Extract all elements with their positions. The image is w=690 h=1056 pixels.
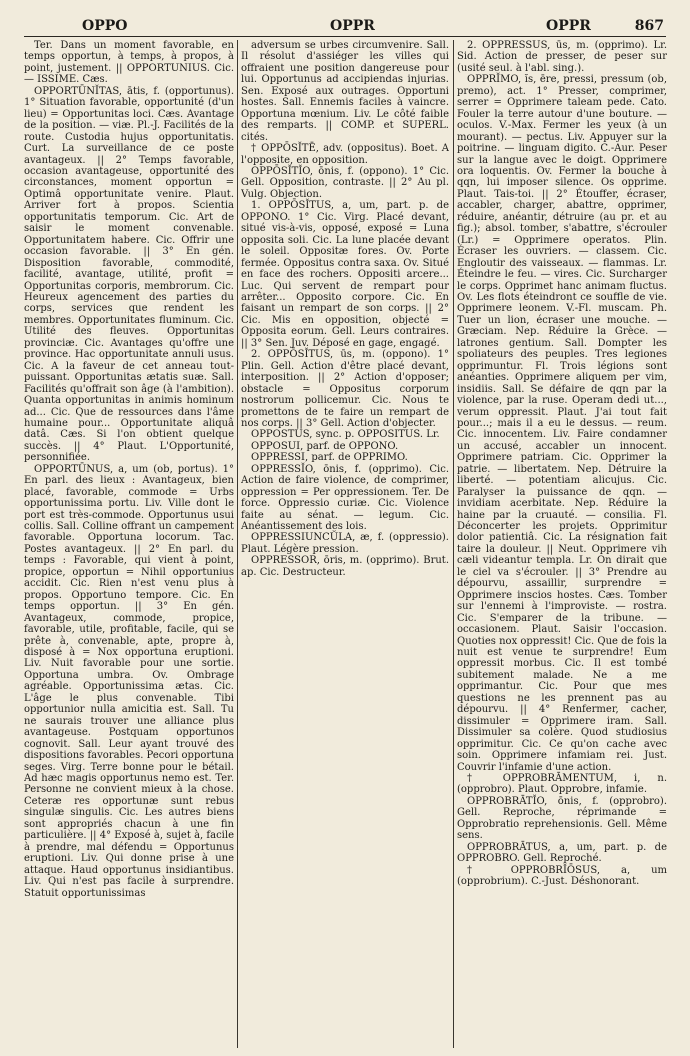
header-right-word: OPPR: [546, 18, 591, 34]
entry: † OPPŌSĬTĒ, adv. (oppositus). Boet. A l'opposite, en opposition.: [241, 143, 449, 166]
column-separator: [453, 40, 454, 1048]
entry: † OPPROBRĀMENTUM, i, n. (opprobro). Plaut. Opprobre, infamie.: [457, 773, 667, 796]
entry: OPPRESSIUNCŬLA, æ, f. (oppressio). Plaut. Légère pression.: [241, 532, 449, 555]
entry: OPPRESSĬO, ōnis, f. (opprimo). Cic. Action de faire violence, de comprimer, oppression = Per oppressionem. Ter. De force. Oppressio curiæ. Cic. Violence faite au sénat. — legum. Cic. Anéantissement des lois.: [241, 463, 449, 533]
entry: OPPRESSI, parf. de OPPRIMO.: [251, 452, 408, 464]
column-1: [24, 40, 234, 1050]
column-3: [457, 40, 667, 1050]
entry: OPPROBRĀTUS, a, um, part. p. de OPPROBRO. Gell. Reproché.: [457, 841, 667, 865]
column-2: [241, 40, 449, 1050]
entry: OPPRĬMO, ĭs, ēre, pressi, pressum (ob, premo), act. 1° Presser, comprimer, serrer = Opprimere taleam pede. Cato. Fouler la terre autour d'une bouture. — oculos. V.-Max. Fermer les yeux (à un mourant). — pectus. Liv. Appuyer sur la poitrine. — linguam digito. C.-Aur. Peser sur la langue avec le doigt. Opprimere ora loquentis. Ov. Fermer la bouche à qqn, lui imposer silence. Os opprime. Plaut. Tais-toi. || 2° Étouffer, écraser, accabler, charger, abattre, opprimer, réduire, anéantir, détruire (au pr. et au fig.); absol. tomber, s'abattre, s'écrouler (Lr.) = Opprimere operatos. Plin. Écraser les ouvriers. — classem. Cic. Engloutir des vaisseaux. — flammas. Lr. Éteindre le feu. — vires. Cic. Surcharger le corps. Opprimet hanc animam fluctus. Ov. Les flots éteindront ce souffle de vie. Opprimere leonem. V.-Fl. muscam. Ph. Tuer un lion, écraser une mouche. — Græciam. Nep. Réduire la Grèce. — latrones gentium. Sall. Dompter les spoliateurs des peuples. Tres legiones opprimuntur. Fl. Trois légions sont anéanties. Opprimere aliquem per vim, insidiis. Sall. Se défaire de qqn par la violence, par la ruse. Operam dedi ut..., verum oppressit. Plaut. J'ai tout fait pour...; mais il a eu le dessus. — reum. Cic. innocentem. Liv. Faire condamner un accusé, accabler un innocent. Opprimere patriam. Cic. Opprimer la patrie. — libertatem. Nep. Détruire la liberté. — potentiam alicujus. Cic. Paralyser la puissance de qqn. — invidiam acerbitate. Nep. Réduire la haine par la cruauté. — consilia. Fl. Déconcerter les projets. Opprimitur dolor patientiâ. Cic. La résignation fait taire la douleur. || Neut. Opprimere vih cæli videantur templa. Lr. On dirait que le ciel va s'écrouler. || 3° Prendre au dépourvu, assaillir, surprendre = Opprimere inscios hostes. Cæs. Tomber sur l'ennemi à l'improviste. — rostra. Cic. S'emparer de la tribune. — occasionem. Plaut. Saisir l'occasion. Quoties nox oppressit! Cic. Que de fois la nuit est venue te surprendre! Eum oppressit morbus. Cic. Il est tombé subitement malade. Ne a me opprimantur. Cic. Pour que mes questions ne les prennent pas au dépourvu. || 4° Renfermer, cacher, dissimuler = Opprimere iram. Sall. Dissimuler sa colère. Quod studiosius opprimitur. Cic. Ce qu'on cache avec soin. Opprimere infamiam rei. Just. Couvrir l'infamie d'une action.: [457, 74, 667, 773]
page-number: 867: [634, 18, 664, 34]
column-separator: [237, 40, 238, 1048]
header-rule: [24, 36, 666, 37]
entry: OPPORTŪNĬTAS, ātis, f. (opportunus). 1° Situation favorable, opportunité (d'un lieu) = Opportunitas loci. Cæs. Avantage de la position. — viæ. Pl.-J. Facilités de la route. Custodia hujus opportunitatis. Curt. La surveillance de ce poste avantageux. || 2° Temps favorable, occasion avantageuse, opportunité des circonstances, moment opportun = Optimâ opportunitate venire. Plaut. Arriver fort à propos. Scientia opportunitatis temporum. Cic. Art de saisir le moment convenable. Opportunitatem habere. Cic. Offrir une occasion favorable. || 3° En gén. Disposition favorable, commodité, facilité, avantage, utilité, profit = Opportunitas corporis, membrorum. Cic. Heureux agencement des parties du corps, services que rendent les membres. Opportunitates fluminum. Cic. Utilité des fleuves. Opportunitas provinciæ. Cic. Avantages qu'offre une province. Hac opportunitate annuli usus. Cic. A la faveur de cet anneau tout-puissant. Opportunitas ætatis suæ. Sall. Facilités qu'offrait son âge (à l'ambition). Quanta opportunitas in animis hominum ad... Cic. Que de ressources dans l'âme humaine pour... Opportunitate aliquâ datâ. Cæs. Si l'on obtient quelque succès. || 4° Plaut. L'Opportunité, personnifiée.: [24, 85, 234, 464]
running-head: [24, 18, 664, 38]
entry: OPPOSUI, parf. de OPPONO.: [251, 440, 399, 452]
entry: OPPOSTUS, sync. p. OPPOSITUS. Lr.: [251, 429, 440, 441]
header-middle-word: OPPR: [330, 18, 375, 34]
entry: OPPŌSĬTĬO, ōnis, f. (oppono). 1° Cic. Gell. Opposition, contraste. || 2° Au pl. Vulg. Objection.: [241, 165, 449, 200]
entry: † OPPROBRĬŌSUS, a, um (opprobrium). C.-Just. Déshonorant.: [457, 864, 667, 888]
entry: OPPORTŪNUS, a, um (ob, portus). 1° En parl. des lieux : Avantageux, bien placé, favorable, commode = Urbs opportunissima portu. Liv. Ville dont le port est très-commode. Opportunus usui collis. Sall. Colline offrant un campement favorable. Opportuna locorum. Tac. Postes avantageux. || 2° En parl. du temps : Favorable, qui vient à point, propice, opportun = Nihil opportunius accidit. Cic. Rien n'est venu plus à propos. Opportuno tempore. Cic. En temps opportun. || 3° En gén. Avantageux, commode, propice, favorable, utile, profitable, facile, qui se prête à, convenable, apte, propre à, disposé à = Nox opportuna eruptioni. Liv. Nuit favorable pour une sortie. Opportuna umbra. Ov. Ombrage agréable. Opportunissima ætas. Cic. L'âge le plus convenable. Tibi opportunior nulla amicitia est. Sall. Tu ne saurais trouver une alliance plus avantageuse. Postquam opportunos cognovit. Sall. Leur ayant trouvé des dispositions favorables. Pecori opportuna seges. Virg. Terre bonne pour le bétail. Ad hæc magis opportunus nemo est. Ter. Personne ne convient mieux à la chose. Ceteræ res opportunæ sunt rebus singulæ singulis. Cic. Les autres biens sont appropriés chacun à une fin particulière. || 4° Exposé à, sujet à, facile à prendre, mal défendu = Opportunus eruptioni. Liv. Qui donne prise à une attaque. Haud opportunus insidiantibus. Liv. Qui n'est pas facile à surprendre. Statuit opportunissimas: [24, 463, 234, 899]
entry: OPPRESSOR, ōris, m. (opprimo). Brut. ap. Cic. Destructeur.: [241, 555, 449, 578]
entry: 2. OPPŌSĬTUS, ūs, m. (oppono). 1° Plin. Gell. Action d'être placé devant, interposition. || 2° Action d'opposer; obstacle = Oppositus corporum nostrorum pollicemur. Cic. Nous te promettons de te faire un rempart de nos corps. || 3° Gell. Action d'objecter.: [241, 349, 449, 429]
entry: 2. OPPRESSUS, ūs, m. (opprimo). Lr. Sid. Action de presser, de peser sur (usité seul. à l'abl. sing.).: [457, 40, 667, 74]
entry: OPPROBRĀTĬO, ōnis, f. (opprobro). Gell. Reproche, réprimande = Opprobratio reprehensionis. Gell. Même sens.: [457, 795, 667, 842]
entry: adversum se urbes circumvenire. Sall. Il résolut d'assiéger les villes qui offraient une position dangereuse pour lui. Opportunus ad accipiendas injurias. Sen. Exposé aux outrages. Opportuni hostes. Sall. Ennemis faciles à vaincre. Opportuna mœnium. Liv. Le côté faible des remparts. || COMP. et SUPERL. cités.: [241, 40, 449, 143]
entry: 1. OPPŌSĬTUS, a, um, part. p. de OPPONO. 1° Cic. Virg. Placé devant, situé vis-à-vis, opposé, exposé = Luna opposita soli. Cic. La lune placée devant le soleil. Oppositæ fores. Ov. Porte fermée. Oppositus contra saxa. Ov. Situé en face des rochers. Oppositi arcere... Luc. Qui servent de rempart pour arrêter... Opposito corpore. Cic. En faisant un rempart de son corps. || 2° Cic. Mis en opposition, objecté = Opposita eorum. Gell. Leurs contraires. || 3° Sen. Juv. Déposé en gage, engagé.: [241, 200, 449, 349]
entry: Ter. Dans un moment favorable, en temps opportun, à temps, à propos, à point, justement. || OPPORTUNIUS. Cic. — ISSIME. Cæs.: [24, 40, 234, 86]
header-left-word: OPPO: [82, 18, 128, 34]
